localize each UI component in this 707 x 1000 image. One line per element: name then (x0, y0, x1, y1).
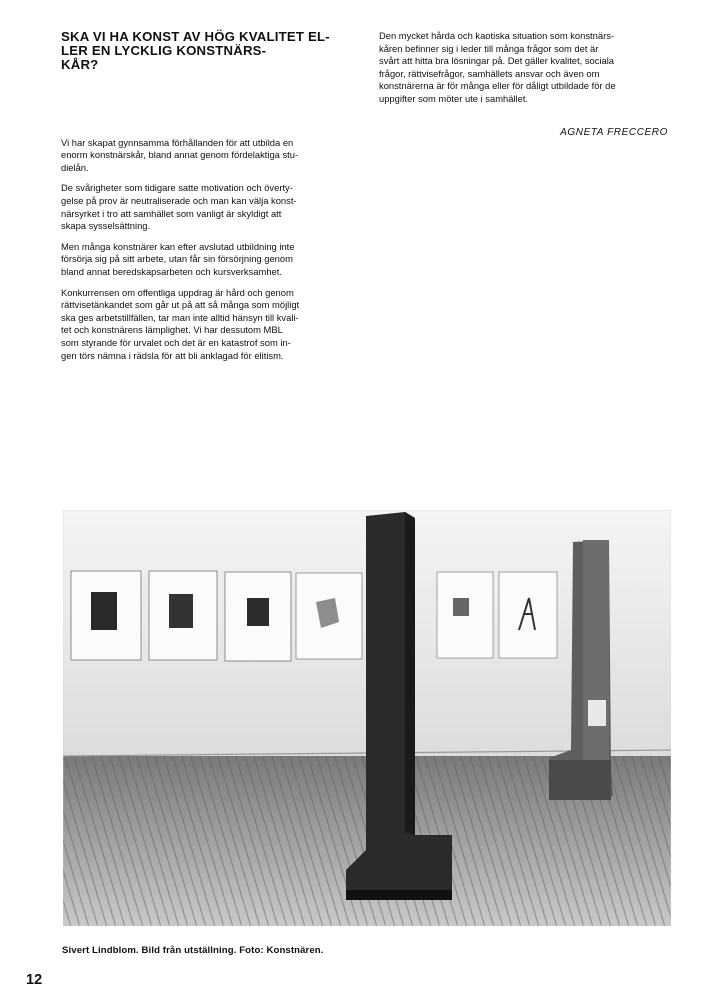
photo-caption: Sivert Lindblom. Bild från utställning. Foto: Konstnären. (62, 945, 324, 956)
paragraph-1: Vi har skapat gynnsamma förhållanden för att utbilda en enorm konstnärskår, bland annat genom fördelaktiga stu- dielån. (61, 136, 299, 173)
left-column (61, 30, 349, 370)
paragraph-2: De svårigheter som tidigare satte motivation och överty- gelse på prov är neutraliserade och man kan välja konst- närsyrket i tro att samhället som vanligt är skyldigt att skapa sysselsättning. (61, 182, 297, 232)
artwork-frame (296, 573, 362, 659)
artwork-frame (499, 572, 557, 658)
exhibition-photo (63, 510, 671, 926)
artwork-frame (149, 571, 217, 660)
paragraph-4: Konkurrensen om offentliga uppdrag är hård och genom rättvisetänkandet som går ut på att så många som möjligt ska ges arbetstillfällen, tar man inte alltid hänsyn till kvali- tet och konstnärens lämplighet. Vi har dessutom MBL som styrande för urvalet och det är en katastrof som in- gen törs nämna i rädsla för att bli anklagad för elitism. (61, 286, 300, 361)
title-spacer (61, 73, 349, 137)
artwork-frame (437, 572, 493, 658)
artwork-frame (71, 571, 141, 660)
right-column (379, 30, 668, 150)
page-number: 12 (26, 972, 43, 988)
paragraph-right: Den mycket hårda och kaotiska situation som konstnärs- kåren befinner sig i leder till många frågor som det är svårt att hitta bra lösningar på. Det gäller kvalitet, sociala frågor, rättvisefrågor, samhällets ansvar och även om konstnärerna är för många eller för dåligt utbildade för de uppgifter som möter ute i samhället. (379, 30, 616, 104)
artwork-frame (225, 572, 291, 661)
article-title: SKA VI HA KONST AV HÖG KVALITET EL- LER EN LYCKLIG KONSTNÄRS- KÅR? (61, 29, 330, 73)
author-signature: AGNETA FRECCERO (560, 127, 668, 138)
paragraph-3: Men många konstnärer kan efter avslutad utbildning inte försörja sig på sitt arbete, utan får sin försörjning genom bland annat beredskapsarbeten och kursverksamhet. (61, 240, 295, 277)
